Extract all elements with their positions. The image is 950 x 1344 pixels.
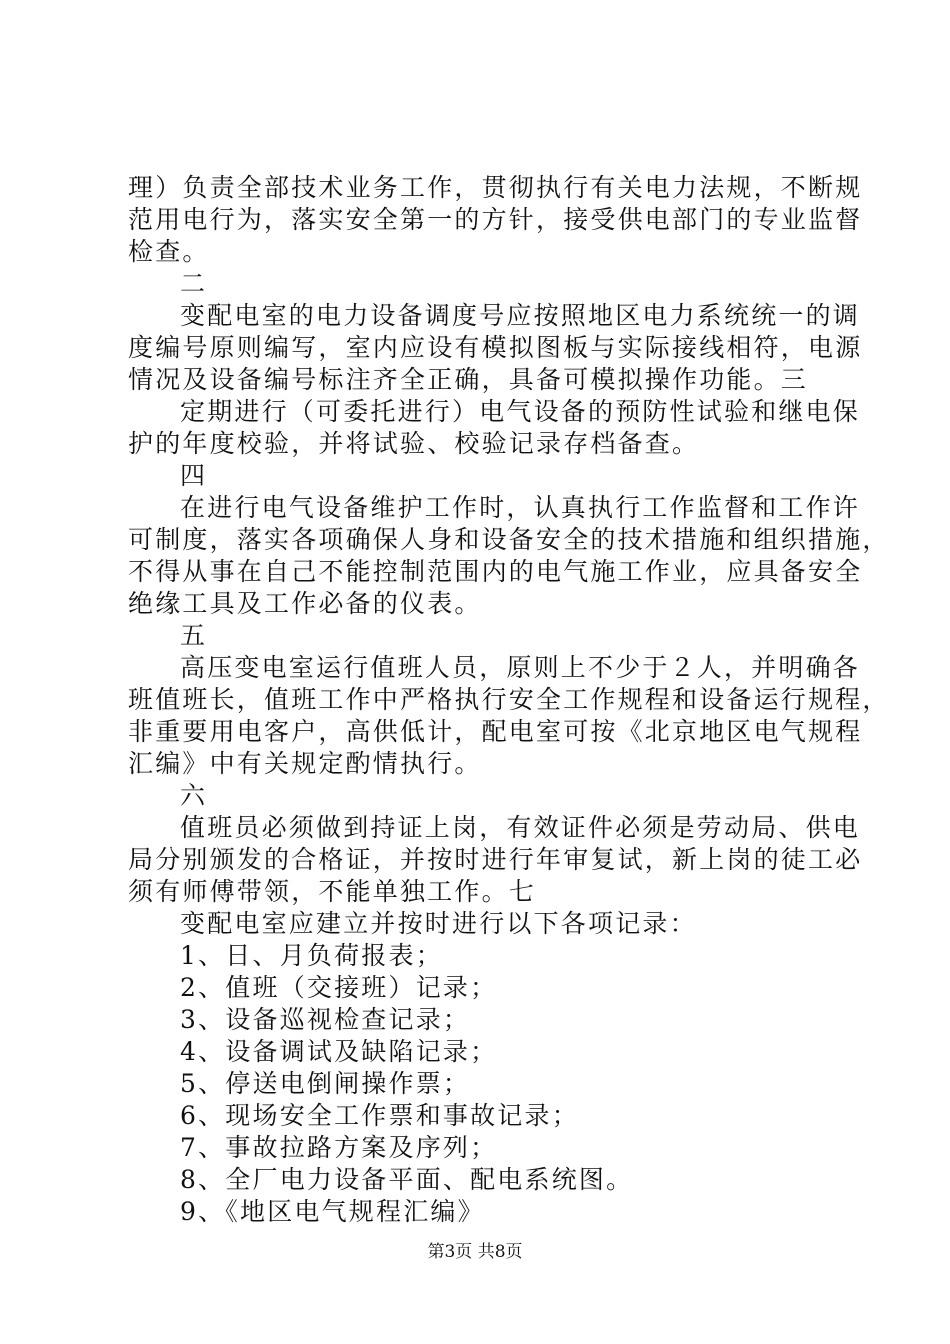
- list-item: 7、事故拉路方案及序列；: [180, 1133, 498, 1162]
- text-line: 护的年度校验，并将试验、校验记录存档备查。: [128, 429, 700, 458]
- text-line: 非重要用电客户，高供低计，配电室可按《北京地区电气规程: [128, 717, 863, 746]
- list-item: 4、设备调试及缺陷记录；: [180, 1037, 498, 1066]
- page-footer: 第3页 共8页: [427, 1242, 523, 1262]
- text-line: 变配电室的电力设备调度号应按照地区电力系统统一的调: [180, 301, 861, 330]
- section-number: 六: [180, 781, 208, 810]
- text-line: 汇编》中有关规定酌情执行。: [128, 749, 482, 778]
- list-item: 3、设备巡视检查记录；: [180, 1005, 471, 1034]
- section-number: 五: [180, 621, 208, 650]
- list-item: 5、停送电倒闸操作票；: [180, 1069, 471, 1098]
- text-line: 度编号原则编写，室内应设有模拟图板与实际接线相符，电源: [128, 333, 863, 362]
- text-line: 变配电室应建立并按时进行以下各项记录：: [180, 909, 697, 938]
- text-line: 不得从事在自己不能控制范围内的电气施工作业，应具备安全: [128, 557, 863, 586]
- text-line: 情况及设备编号标注齐全正确，具备可模拟操作功能。三: [128, 365, 809, 394]
- list-item: 6、现场安全工作票和事故记录；: [180, 1101, 579, 1130]
- text-line: 须有师傅带领，不能单独工作。七: [128, 877, 537, 906]
- text-line: 定期进行（可委托进行）电气设备的预防性试验和继电保: [180, 397, 861, 426]
- text-line: 在进行电气设备维护工作时，认真执行工作监督和工作许: [180, 493, 861, 522]
- text-line: 班值班长，值班工作中严格执行安全工作规程和设备运行规程，: [128, 685, 890, 714]
- list-item: 9、《地区电气规程汇编》: [180, 1197, 485, 1226]
- document-body: [128, 172, 890, 1228]
- text-line: 高压变电室运行值班人员，原则上不少于２人，并明确各: [180, 653, 861, 682]
- text-line: 局分别颁发的合格证，并按时进行年审复试，新上岗的徒工必: [128, 845, 863, 874]
- list-item: 1、日、月负荷报表；: [180, 941, 443, 970]
- section-number: 四: [180, 461, 208, 490]
- text-line: 范用电行为，落实安全第一的方针，接受供电部门的专业监督: [128, 205, 863, 234]
- text-line: 理）负责全部技术业务工作，贯彻执行有关电力法规，不断规: [128, 173, 863, 202]
- section-number: 二: [180, 269, 208, 298]
- text-line: 检查。: [128, 237, 210, 266]
- text-line: 绝缘工具及工作必备的仪表。: [128, 589, 482, 618]
- list-item: 2、值班（交接班）记录；: [180, 973, 498, 1002]
- text-line: 可制度，落实各项确保人身和设备安全的技术措施和组织措施，: [128, 525, 890, 554]
- text-line: 值班员必须做到持证上岗，有效证件必须是劳动局、供电: [180, 813, 861, 842]
- list-item: 8、全厂电力设备平面、配电系统图。: [180, 1165, 634, 1194]
